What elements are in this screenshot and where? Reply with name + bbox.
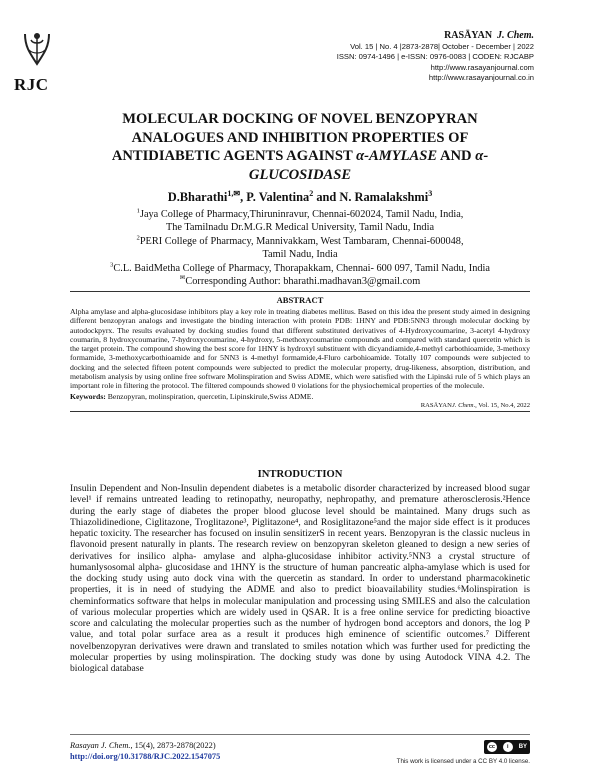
affiliation-line: The Tamilnadu Dr.M.G.R Medical University, Tamil Nadu, India xyxy=(165,222,435,234)
author-list: D.Bharathi$^{1,✉}$, P. Valentina$^2$ and N. Ramalakshmi$^3$ xyxy=(167,188,433,204)
affiliation-line: $^1$Jaya College of Pharmacy,Thiruninravur, Chennai-602024, Tamil Nadu, India, xyxy=(136,207,464,220)
cc-by-icon[interactable]: cc i BY xyxy=(484,740,530,754)
journal-name: RASĀYAN J. Chem. xyxy=(444,30,534,41)
journal-url-com[interactable]: http://www.rasayanjournal.com xyxy=(430,62,534,72)
footer-divider xyxy=(70,734,530,735)
abstract-heading: ABSTRACT xyxy=(276,295,324,305)
affiliation-line: Tamil Nadu, India xyxy=(262,249,338,261)
license-text: This work is licensed under a CC BY 4.0 license. xyxy=(396,758,530,765)
keywords: Keywords: Benzopyran, molinspiration, quercetin, Lipinskirule,Swiss ADME. xyxy=(70,391,314,401)
introduction-heading: INTRODUCTION xyxy=(257,469,343,480)
citation-line: RASĀYANJ. Chem., Vol. 15, No.4, 2022 xyxy=(70,402,530,412)
paper-title: MOLECULAR DOCKING OF NOVEL BENZOPYRAN ANALOGUES AND INHIBITION PROPERTIES OF ANTIDIABETIC AGENTS AGAINST α-AMYLASE AND α- GLUCOSIDASE xyxy=(111,111,489,183)
journal-header xyxy=(337,30,534,84)
doi-link[interactable]: http://doi.org/10.31788/RJC.2022.1547075 xyxy=(70,751,221,761)
affiliation-line: $^2$PERI College of Pharmacy, Mannivakkam, West Tambaram, Chennai-600048, xyxy=(136,234,464,247)
logo-text: RJC xyxy=(14,75,49,94)
journal-issn-line: ISSN: 0974-1496 | e-ISSN: 0976-0083 | CODEN: RJCABP xyxy=(336,52,534,62)
footer-citation: Rasayan J. Chem., 15(4), 2873-2878(2022) http://doi.org/10.31788/RJC.2022.1547075 xyxy=(70,741,221,761)
corresponding-author-line: ✉Corresponding Author: bharathi.madhavan3@gmail.com xyxy=(179,274,421,288)
introduction-body: Insulin Dependent and Non-Insulin dependent diabetes is a metabolic disorder characterized by increased blood sugar level¹ if remains untreated leading to retinopathy, neuropathy, nephropathy, and premature atherosclerosis.²Hence during the early stage of diabetes the proper blood glucose level should be maintained. Many drugs such as Thiazolidinedione, Ciglitazone, Troglitazone³, Piglitazone⁴, and Rosiglitazone⁵and the major side effect is it produces hepatic toxicity. The researcher has focused on insulin sensitizerS in recent years. Benzopyran is the classic nucleus in flavonoid present naturally in plants. The research review on benzopyran skeleton gleaned to design a new series of derivatives for insilico alpha- amylase and alpha-glucosidase inhibitor activity.⁵NN3 a crystal structure of humanlysosomal alpha- glucosidase and 1HNY is the structure of human pancreatic alpha-amylase which is used for the docking study using auto dock vina with the quercetin as standard. In order to understand pharmacokinetic properties, it is in need of studying the ADME and also to predict bioavailability studies.⁶Molinspiration is cheminformatics software that helps in molecular manipulation and processing using SMILES and also the calculation of various molecular properties which are widely used in QSAR. It is a free online service for predicting bioactive score and calculating the molecular properties such as the number of hydrogen bond acceptors and donors, the log P value, and total polar surface area as a result it produces high eminence of scientific outcomes.⁷ Different novelbenzopyran derivatives were drawn and translated to smiles notation which was further used for predicting the molecular properties by using molinspiration. The docking study was done by using Autodock VINA 4.2. The biological database xyxy=(70,483,530,674)
journal-url-coin[interactable]: http://www.rasayanjournal.co.in xyxy=(428,73,534,83)
affiliation-line: $^3$C.L. BaidMetha College of Pharmacy, Thorapakkam, Chennai- 600 097, Tamil Nadu, India xyxy=(110,261,490,274)
journal-logo xyxy=(14,30,64,92)
journal-emblem-icon xyxy=(19,30,55,68)
abstract-body: Alpha amylase and alpha-glucosidase inhibitors play a key role in treating diabetes mellitus. Based on this idea the present study aimed in designing different benzopyran analogs and investigate the binding interaction with protein PDB: 1HNY and PDB:5NN3 through molecular docking by autodockpyrx. The results evaluated by docking studies found that different substituted derivatives of 4-Hydroxycoumarine, 3-acetyl 4-hydroxy coumarin, 8 hydroxycoumarine, 7-hydroxycoumarine, 4-hydroxy, 5-methoxycoumarine compounds and compared with standard quercetin which is the target protein. The compound showing the best score for 1HNY is hydroxyl substituent with dicyandiamide,4-methyl carbothioamide, 3-methoxy formamide, 3-methoxycarbothioamide and for 5NN3 is 4-methyl formamide,4-Fluro carbohioamide. Totally 107 compounds were subjected to docking and the selected fifteen potent compounds were subjected to predict the molecular property, drug-likeness, absorption, distribution, and metabolism analysis by using online free software Molinspiration and Swiss ADME, which were satisfied with the Lipinski rule of 5 which plays an important role in filtering the protocol. The filtered compounds showed 0 violations for the physiochemical properties of the molecule. xyxy=(70,307,530,391)
abstract-section xyxy=(70,291,530,412)
journal-volume-line: Vol. 15 | No. 4 |2873-2878| October - December | 2022 xyxy=(350,42,534,51)
affiliations xyxy=(40,208,560,288)
envelope-icon: ✉ xyxy=(179,274,186,282)
